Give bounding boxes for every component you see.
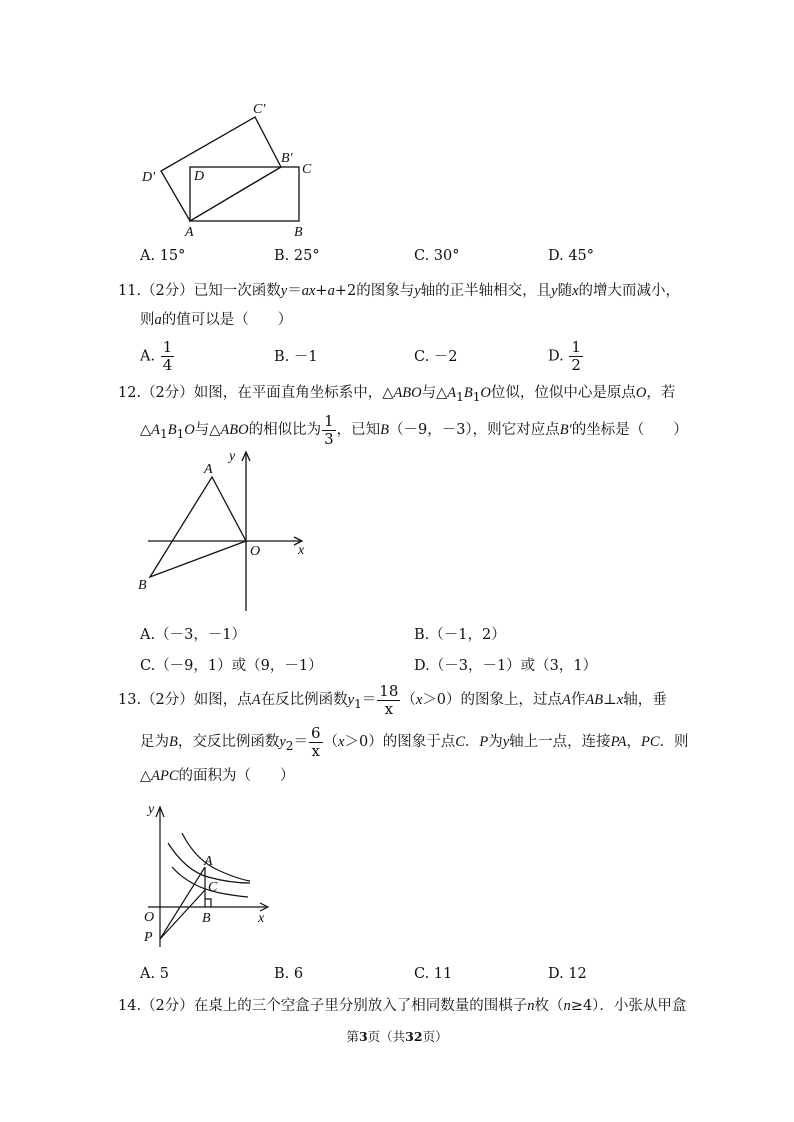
label-o: O — [250, 544, 261, 559]
right-angle-mark — [205, 899, 211, 907]
q11-option-b[interactable]: B. －1 — [274, 349, 318, 365]
segment-pc — [160, 890, 205, 939]
q11-option-d[interactable]: D. $\frac{1}{2}$ — [548, 338, 581, 374]
q13-figure — [138, 795, 278, 955]
label-a: A — [204, 462, 213, 477]
label-b-prime: B′ — [281, 151, 293, 166]
label-o: O — [144, 910, 155, 925]
rectangle-abcd — [190, 167, 299, 221]
label-d-prime: D′ — [142, 170, 156, 185]
q11-option-c[interactable]: C. －2 — [414, 349, 458, 365]
q10-option-c[interactable]: C. 30° — [414, 248, 460, 264]
label-b: B — [202, 911, 211, 926]
label-x: x — [258, 911, 265, 926]
q14-stem-line1: 14.（2分）在桌上的三个空盒子里分别放入了相同数量的围棋子n枚（n≥4）．小张从甲盒 — [118, 998, 687, 1014]
q12-figure — [130, 443, 320, 615]
fraction-one-quarter: $\frac{1}{4}$ — [162, 338, 173, 374]
label-b: B — [138, 578, 147, 593]
label-b: B — [294, 225, 303, 240]
q11-stem-line1: 11.（2分）已知一次函数y＝ax+a+2的图象与y轴的正半轴相交，且y随x的增大而减小， — [118, 283, 681, 299]
label-c: C — [302, 162, 312, 177]
q13-option-b[interactable]: B. 6 — [274, 966, 304, 982]
q12-option-d[interactable]: D.（－3，－1）或（3，1） — [414, 658, 598, 674]
q10-option-a[interactable]: A. 15° — [140, 248, 186, 264]
q13-option-a[interactable]: A. 5 — [140, 966, 169, 982]
rotated-rectangle — [161, 117, 281, 221]
q13-stem-line3: △APC的面积为（ ） — [140, 768, 295, 784]
q13-option-c[interactable]: C. 11 — [414, 966, 453, 982]
q10-figure — [130, 95, 330, 240]
fraction-one-third: $\frac{1}{3}$ — [324, 411, 334, 448]
label-c-prime: C′ — [253, 102, 266, 117]
fraction-one-half: $\frac{1}{2}$ — [571, 338, 581, 374]
triangle-abo — [150, 477, 246, 577]
q13-stem-line2: 足为B，交反比例函数$y_2=$ $\frac{6}{x}$ （x＞0）的图象于点C．P为y轴上一点，连接PA，PC．则 — [140, 723, 689, 760]
label-p: P — [144, 930, 153, 945]
label-d: D — [194, 169, 205, 184]
q12-stem-line1: 12.（2分）如图，在平面直角坐标系中，△ABO与$\triangle A_1B_1O$位似，位似中心是原点O，若 — [118, 385, 676, 404]
q12-option-c[interactable]: C.（－9，1）或（9，－1） — [140, 658, 323, 674]
q11-option-a[interactable]: A. $\frac{1}{4}$ — [140, 338, 173, 374]
q12-stem-line2: $\triangle A_1B_1O$与△ABO的相似比为 $\frac{1}{3}$ ，已知B（－9，－3），则它对应点B′的坐标是（ ） — [140, 411, 688, 448]
fraction-18-over-x: $\frac{18}{x}$ — [379, 681, 399, 718]
q11-stem-line2: 则a的值可以是（ ） — [140, 312, 293, 328]
label-x: x — [298, 543, 305, 558]
curve-upper — [182, 833, 250, 881]
q10-option-b[interactable]: B. 25° — [274, 248, 320, 264]
label-c: C — [208, 880, 218, 895]
q13-stem-line1: 13.（2分）如图，点A在反比例函数$y_1=$ $\frac{18}{x}$ （x＞0）的图象上，过点A作AB⊥x轴，垂 — [118, 681, 667, 718]
page-footer: 第3页（共32页） — [346, 1029, 448, 1044]
label-a: A — [185, 225, 194, 240]
q12-option-a[interactable]: A.（－3，－1） — [140, 627, 247, 643]
q13-option-d[interactable]: D. 12 — [548, 966, 587, 982]
q12-option-b[interactable]: B.（－1，2） — [414, 627, 506, 643]
curve-y1-outer — [180, 827, 234, 879]
segment-pa — [160, 867, 205, 939]
q10-option-d[interactable]: D. 45° — [548, 248, 595, 264]
label-y: y — [229, 449, 236, 464]
fraction-6-over-x: $\frac{6}{x}$ — [310, 723, 321, 760]
label-a: A — [204, 854, 213, 869]
label-y: y — [148, 802, 155, 817]
